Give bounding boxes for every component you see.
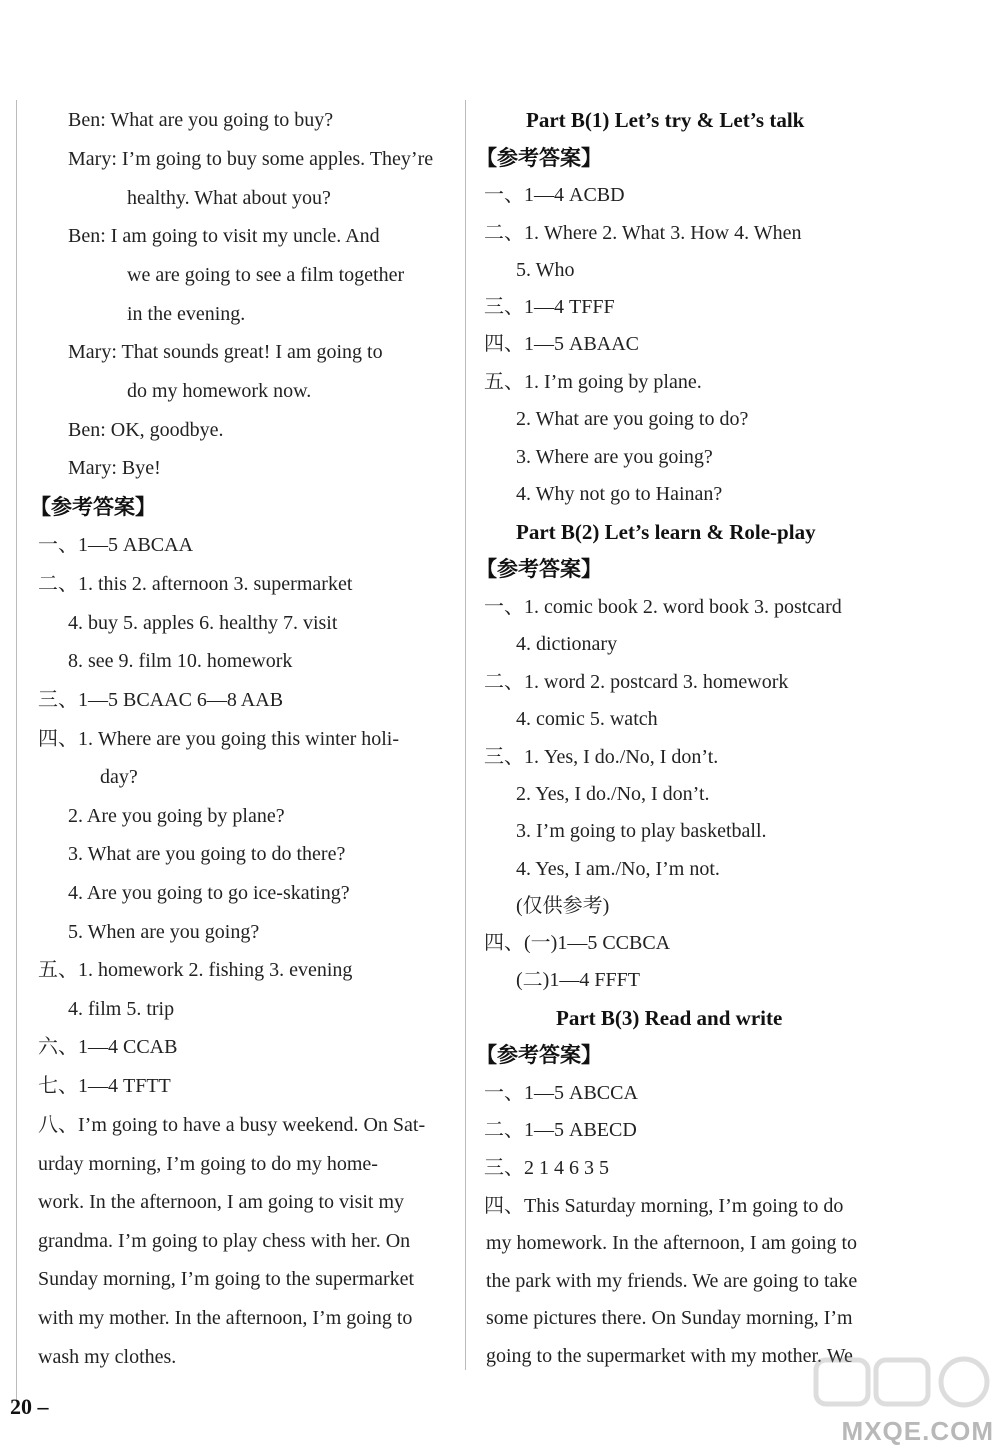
text-line: Mary: That sounds great! I am going to: [68, 341, 383, 363]
section-heading: Part B(2) Let’s learn & Role-play: [516, 520, 816, 544]
text-line: grandma. I’m going to play chess with her. On: [38, 1230, 411, 1252]
left-margin-rule: [16, 100, 17, 1400]
text-line: 5. Who: [516, 259, 575, 281]
text-line: the park with my friends. We are going to take: [486, 1270, 858, 1292]
text-line: Mary: Bye!: [68, 457, 161, 479]
text-line: urday morning, I’m going to do my home-: [38, 1153, 378, 1175]
text-line: going to the supermarket with my mother. We: [486, 1345, 853, 1367]
text-line: 五、1. I’m going by plane.: [484, 371, 702, 393]
text-line: 3. What are you going to do there?: [68, 843, 346, 865]
text-line: 4. Why not go to Hainan?: [516, 483, 723, 505]
column-divider: [465, 100, 466, 1370]
text-line: 二、1. this 2. afternoon 3. supermarket: [38, 573, 353, 595]
text-line: with my mother. In the afternoon, I’m going to: [38, 1307, 413, 1329]
text-line: 4. Yes, I am./No, I’m not.: [516, 858, 720, 880]
text-line: 二、1. word 2. postcard 3. homework: [484, 671, 789, 693]
text-line: 四、1. Where are you going this winter holi-: [38, 728, 400, 750]
text-line: 三、2 1 4 6 3 5: [484, 1157, 609, 1179]
text-line: work. In the afternoon, I am going to visit my: [38, 1191, 405, 1213]
text-line: in the evening.: [127, 303, 246, 325]
text-line: 四、(一)1—5 CCBCA: [484, 932, 671, 954]
text-line: Ben: OK, goodbye.: [68, 419, 224, 441]
text-line: 一、1—5 ABCCA: [484, 1082, 638, 1104]
text-line: 4. comic 5. watch: [516, 708, 658, 730]
text-line: 七、1—4 TFTT: [38, 1075, 171, 1097]
text-line: 一、1—4 ACBD: [484, 184, 625, 206]
answer-key-heading: 【参考答案】: [476, 1043, 602, 1067]
text-line: do my homework now.: [127, 380, 312, 402]
answer-key-heading: 【参考答案】: [476, 146, 602, 170]
text-line: 8. see 9. film 10. homework: [68, 650, 293, 672]
answer-key-heading: 【参考答案】: [476, 557, 602, 581]
text-line: Mary: I’m going to buy some apples. They’re: [68, 148, 434, 170]
text-line: 五、1. homework 2. fishing 3. evening: [38, 959, 353, 981]
text-line: Ben: I am going to visit my uncle. And: [68, 225, 380, 247]
text-line: 四、This Saturday morning, I’m going to do: [484, 1195, 844, 1217]
text-line: we are going to see a film together: [127, 264, 405, 286]
text-line: some pictures there. On Sunday morning, I’m: [486, 1307, 853, 1329]
text-line: 八、I’m going to have a busy weekend. On Sat-: [38, 1114, 426, 1136]
text-line: 4. Are you going to go ice-skating?: [68, 882, 350, 904]
text-line: 三、1—5 BCAAC 6—8 AAB: [38, 689, 284, 711]
text-line: 一、1. comic book 2. word book 3. postcard: [484, 596, 842, 618]
text-line: 4. dictionary: [516, 633, 618, 655]
text-line: (仅供参考): [516, 895, 610, 917]
text-line: 六、1—4 CCAB: [38, 1036, 178, 1058]
text-line: Sunday morning, I’m going to the supermarket: [38, 1268, 415, 1290]
text-line: 3. Where are you going?: [516, 446, 713, 468]
section-heading: Part B(1) Let’s try & Let’s talk: [526, 108, 805, 132]
text-line: wash my clothes.: [38, 1346, 177, 1368]
section-heading: Part B(3) Read and write: [556, 1006, 783, 1030]
answer-key-heading: 【参考答案】: [30, 495, 156, 519]
text-line: 4. film 5. trip: [68, 998, 175, 1020]
text-line: 一、1—5 ABCAA: [38, 534, 194, 556]
text-line: 4. buy 5. apples 6. healthy 7. visit: [68, 612, 338, 634]
text-line: 2. Yes, I do./No, I don’t.: [516, 783, 710, 805]
text-line: 二、1—5 ABECD: [484, 1119, 637, 1141]
text-line: 二、1. Where 2. What 3. How 4. When: [484, 222, 802, 244]
watermark-text: MXQE.COM: [841, 1416, 994, 1446]
text-line: my homework. In the afternoon, I am going to: [486, 1232, 858, 1254]
text-line: day?: [100, 766, 138, 788]
text-line: 三、1. Yes, I do./No, I don’t.: [484, 746, 719, 768]
text-line: 三、1—4 TFFF: [484, 296, 615, 318]
page-number: 20 –: [10, 1394, 49, 1419]
text-line: 5. When are you going?: [68, 921, 260, 943]
text-line: (二)1—4 FFFT: [516, 969, 640, 991]
text-line: 2. What are you going to do?: [516, 408, 749, 430]
text-line: 3. I’m going to play basketball.: [516, 820, 767, 842]
text-line: 2. Are you going by plane?: [68, 805, 285, 827]
text-line: 四、1—5 ABAAC: [484, 333, 640, 355]
text-line: Ben: What are you going to buy?: [68, 109, 334, 131]
text-line: healthy. What about you?: [127, 187, 331, 209]
